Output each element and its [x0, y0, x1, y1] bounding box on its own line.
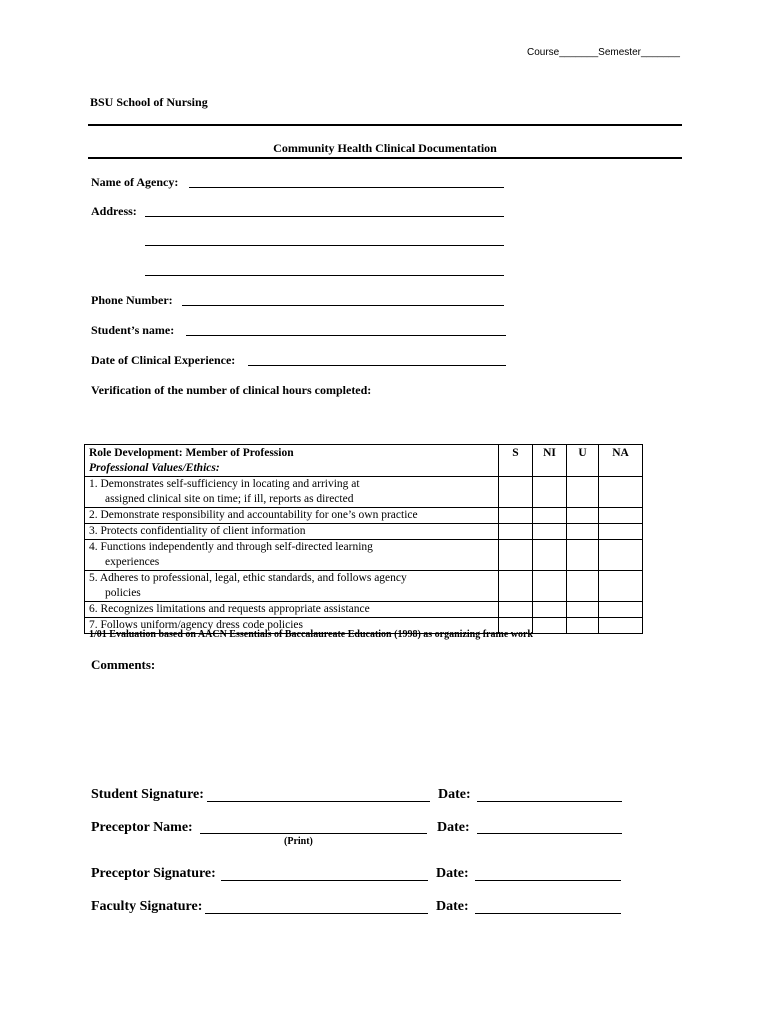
address-field-line-2[interactable]	[145, 245, 504, 246]
phone-label: Phone Number:	[91, 293, 173, 307]
rating-u-cell[interactable]	[567, 618, 599, 634]
rating-ni-cell[interactable]	[533, 571, 567, 602]
table-footnote: 1/01 Evaluation based on AACN Essentials of Baccalaureate Education (1998) as organizing frame work	[89, 629, 533, 640]
agency-field[interactable]	[189, 187, 504, 188]
document-title: Community Health Clinical Documentation	[273, 141, 497, 155]
rating-ni-cell[interactable]	[533, 524, 567, 540]
rating-u-cell[interactable]	[567, 571, 599, 602]
item-text: 6. Recognizes limitations and requests appropriate assistance	[89, 603, 370, 615]
student-date-field[interactable]	[477, 801, 622, 802]
table-row	[85, 602, 643, 618]
preceptor-signature-date-field[interactable]	[475, 880, 621, 881]
column-ni: NI	[533, 445, 567, 477]
preceptor-name-date-label: Date:	[437, 820, 470, 835]
item-text-cont: assigned clinical site on time; if ill, reports as directed	[105, 493, 354, 505]
rating-na-cell[interactable]	[599, 508, 643, 524]
evaluation-table	[84, 444, 643, 634]
rating-na-cell[interactable]	[599, 477, 643, 508]
rating-u-cell[interactable]	[567, 540, 599, 571]
faculty-date-field[interactable]	[475, 913, 621, 914]
preceptor-signature-date-label: Date:	[436, 866, 469, 881]
comments-label: Comments:	[91, 657, 156, 672]
rating-na-cell[interactable]	[599, 602, 643, 618]
rating-na-cell[interactable]	[599, 618, 643, 634]
rating-ni-cell[interactable]	[533, 540, 567, 571]
table-row	[85, 477, 643, 508]
title-divider	[88, 157, 682, 159]
address-field-line-3[interactable]	[145, 275, 504, 276]
phone-field[interactable]	[182, 305, 504, 306]
item-text: 5. Adheres to professional, legal, ethic standards, and follows agency	[89, 572, 407, 584]
rating-s-cell[interactable]	[499, 602, 533, 618]
table-row	[85, 524, 643, 540]
column-s: S	[499, 445, 533, 477]
preceptor-signature-label: Preceptor Signature:	[91, 866, 216, 881]
faculty-signature-label: Faculty Signature:	[91, 899, 203, 914]
preceptor-name-date-field[interactable]	[477, 833, 622, 834]
verification-label: Verification of the number of clinical hours completed:	[91, 383, 372, 397]
rating-ni-cell[interactable]	[533, 618, 567, 634]
table-row	[85, 540, 643, 571]
rating-ni-cell[interactable]	[533, 477, 567, 508]
column-na: NA	[599, 445, 643, 477]
table-header-row	[85, 445, 643, 477]
faculty-date-label: Date:	[436, 899, 469, 914]
clinical-date-field[interactable]	[248, 365, 506, 366]
rating-s-cell[interactable]	[499, 524, 533, 540]
table-heading-cell	[85, 445, 499, 477]
student-date-label: Date:	[438, 787, 471, 802]
course-semester-line: Course_______Semester_______	[527, 47, 680, 58]
rating-s-cell[interactable]	[499, 477, 533, 508]
top-divider	[88, 124, 682, 126]
agency-label: Name of Agency:	[91, 175, 179, 189]
item-text: 4. Functions independently and through self-directed learning	[89, 541, 373, 553]
table-heading: Role Development: Member of Profession	[89, 447, 294, 459]
rating-u-cell[interactable]	[567, 602, 599, 618]
item-text: 1. Demonstrates self-sufficiency in locating and arriving at	[89, 478, 360, 490]
table-row	[85, 508, 643, 524]
rating-u-cell[interactable]	[567, 477, 599, 508]
column-u: U	[567, 445, 599, 477]
rating-s-cell[interactable]	[499, 571, 533, 602]
rating-na-cell[interactable]	[599, 524, 643, 540]
print-note: (Print)	[284, 836, 313, 847]
address-label: Address:	[91, 204, 137, 218]
student-signature-label: Student Signature:	[91, 787, 204, 802]
rating-u-cell[interactable]	[567, 524, 599, 540]
table-subheading: Professional Values/Ethics:	[89, 462, 220, 474]
item-text: 2. Demonstrate responsibility and accountability for one’s own practice	[89, 509, 418, 521]
student-name-field[interactable]	[186, 335, 506, 336]
rating-na-cell[interactable]	[599, 571, 643, 602]
rating-ni-cell[interactable]	[533, 602, 567, 618]
preceptor-name-field[interactable]	[200, 833, 427, 834]
item-text: 7. Follows uniform/agency dress code policies	[89, 619, 303, 631]
faculty-signature-field[interactable]	[205, 913, 428, 914]
school-name: BSU School of Nursing	[90, 95, 208, 109]
rating-u-cell[interactable]	[567, 508, 599, 524]
address-field-line-1[interactable]	[145, 216, 504, 217]
clinical-date-label: Date of Clinical Experience:	[91, 353, 236, 367]
preceptor-signature-field[interactable]	[221, 880, 428, 881]
rating-s-cell[interactable]	[499, 508, 533, 524]
student-signature-field[interactable]	[207, 801, 430, 802]
item-text: 3. Protects confidentiality of client information	[89, 525, 306, 537]
rating-ni-cell[interactable]	[533, 508, 567, 524]
student-name-label: Student’s name:	[91, 323, 175, 337]
rating-s-cell[interactable]	[499, 540, 533, 571]
item-text-cont: experiences	[105, 556, 160, 568]
table-row	[85, 571, 643, 602]
item-text-cont: policies	[105, 587, 141, 599]
rating-na-cell[interactable]	[599, 540, 643, 571]
preceptor-name-label: Preceptor Name:	[91, 820, 193, 835]
